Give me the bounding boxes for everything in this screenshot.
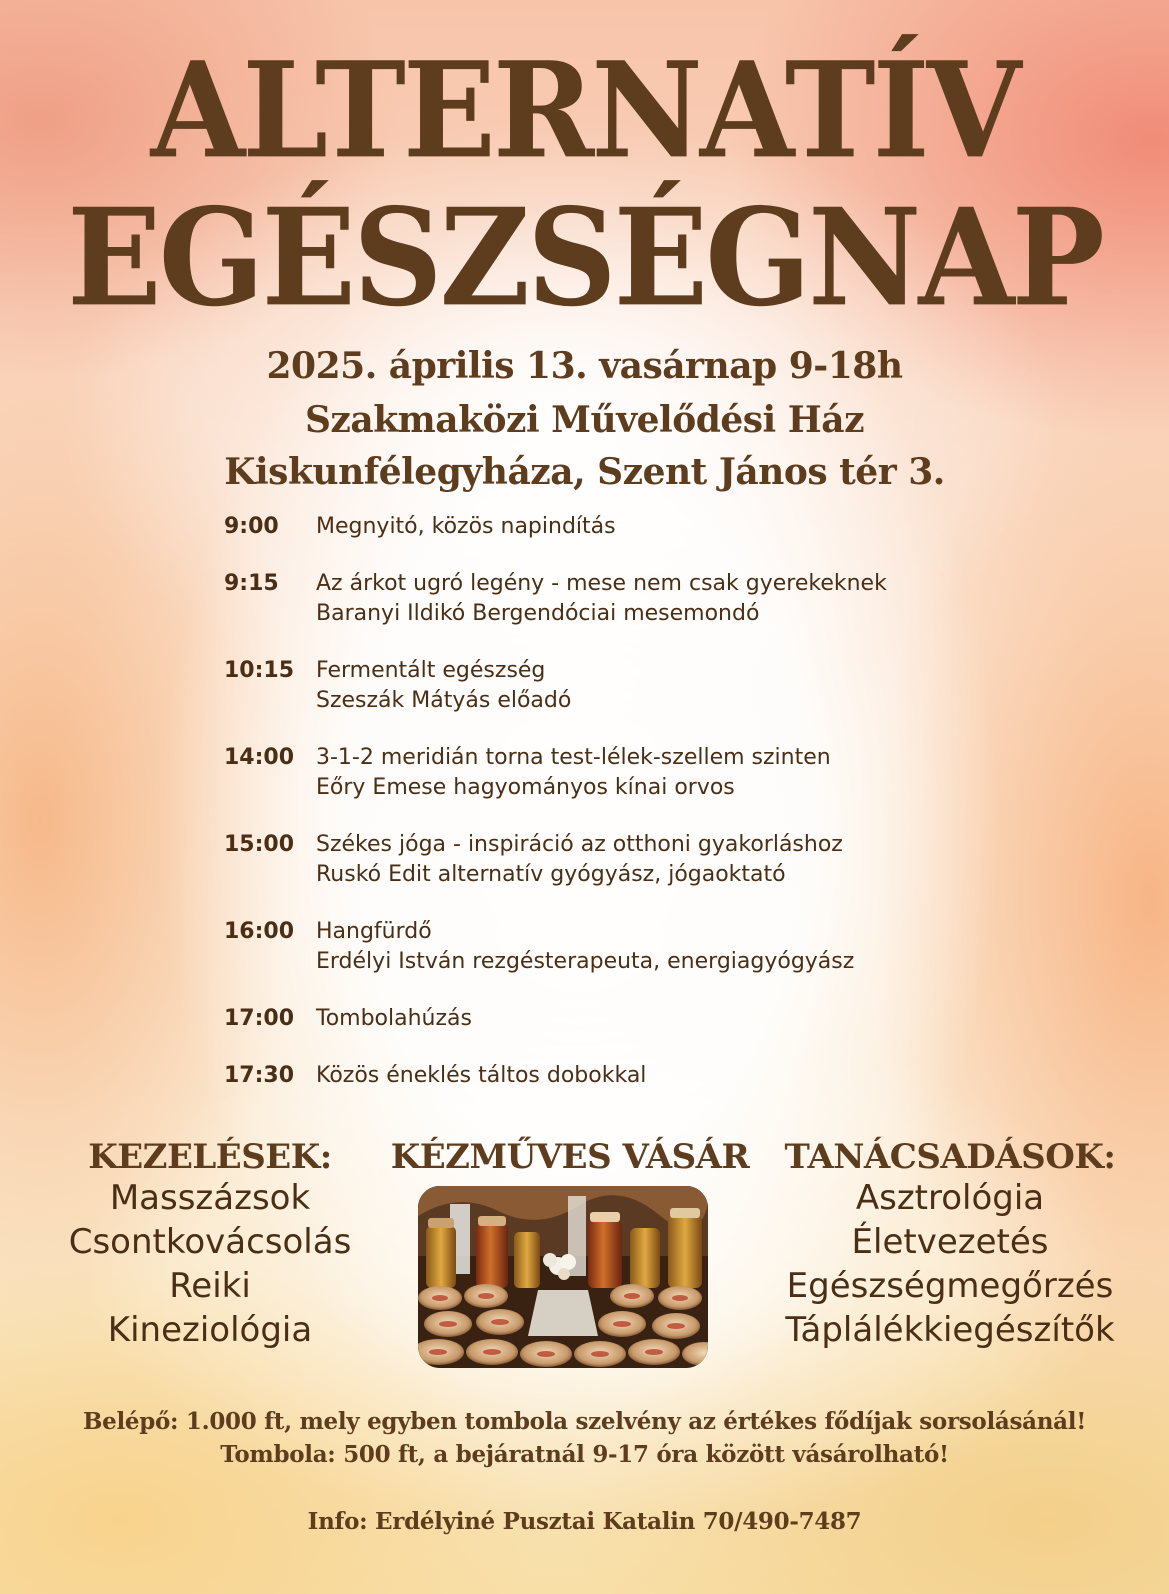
schedule-time: 15:00: [224, 832, 295, 857]
schedule-title: Közös éneklés táltos dobokkal: [316, 1063, 647, 1088]
schedule-title: Tombolahúzás: [316, 1006, 472, 1031]
schedule-description: [316, 1004, 996, 1034]
schedule-time: 17:30: [224, 1063, 295, 1088]
schedule-time: 9:00: [224, 514, 279, 539]
craft-market-heading: KÉZMŰVES VÁSÁR: [390, 1137, 750, 1177]
schedule-time: 9:15: [224, 571, 279, 596]
event-address: Kiskunfélegyháza, Szent János tér 3.: [224, 451, 945, 493]
consultations-heading: TANÁCSADÁSOK:: [784, 1137, 1116, 1177]
event-venue: Szakmaközi Művelődési Ház: [304, 399, 865, 441]
schedule-presenter: Erdélyi István rezgésterapeuta, energiagyógyász: [316, 949, 855, 974]
schedule-title: Megnyitó, közös napindítás: [316, 514, 616, 539]
treatments-heading: KEZELÉSEK:: [88, 1137, 332, 1177]
schedule-time: 14:00: [224, 745, 295, 770]
schedule-description: [316, 1061, 996, 1091]
poster-title-line-1: ALTERNATÍV: [150, 32, 1019, 188]
consultation-item: Életvezetés: [851, 1222, 1049, 1262]
consultations-list: [745, 1176, 1155, 1352]
treatments-list: [20, 1176, 400, 1352]
schedule-title: Hangfürdő: [316, 919, 432, 944]
treatment-item: Masszázsok: [109, 1178, 311, 1218]
schedule-time: 10:15: [224, 658, 295, 683]
schedule-title: Székes jóga - inspiráció az otthoni gyakorláshoz: [316, 832, 843, 857]
schedule-presenter: Ruskó Edit alternatív gyógyász, jógaoktató: [316, 862, 786, 887]
schedule-presenter: Eőry Emese hagyományos kínai orvos: [316, 775, 735, 800]
schedule-time: 17:00: [224, 1006, 295, 1031]
jars-illustration: [418, 1186, 708, 1368]
contact-info: Info: Erdélyiné Pusztai Katalin 70/490-7487: [307, 1508, 862, 1535]
schedule-title: 3-1-2 meridián torna test-lélek-szellem szinten: [316, 745, 831, 770]
schedule-time: 16:00: [224, 919, 295, 944]
entry-fee-note: Belépő: 1.000 ft, mely egyben tombola szelvény az értékes fődíjak sorsolásánál!: [82, 1408, 1087, 1435]
poster-title-line-2: EGÉSZSÉGNAP: [67, 180, 1102, 337]
schedule-description: [316, 656, 996, 716]
schedule-description: [316, 830, 996, 890]
schedule-description: [316, 917, 996, 977]
consultation-item: Egészségmegőrzés: [786, 1266, 1114, 1306]
consultation-item: Asztrológia: [855, 1178, 1045, 1218]
schedule-title: Az árkot ugró legény - mese nem csak gyerekeknek: [316, 571, 887, 596]
schedule-presenter: Szeszák Mátyás előadó: [316, 688, 572, 713]
consultation-item: Táplálékkiegészítők: [785, 1310, 1115, 1350]
schedule-description: [316, 512, 996, 542]
schedule-presenter: Baranyi Ildikó Bergendóciai mesemondó: [316, 601, 760, 626]
raffle-note: Tombola: 500 ft, a bejáratnál 9-17 óra között vásárolható!: [220, 1441, 949, 1468]
treatment-item: Kineziológia: [107, 1310, 313, 1350]
event-date: 2025. április 13. vasárnap 9-18h: [266, 345, 903, 387]
schedule-description: [316, 743, 996, 803]
craft-market-photo: [418, 1186, 708, 1368]
treatment-item: Reiki: [169, 1266, 251, 1306]
schedule-description: [316, 569, 996, 629]
treatment-item: Csontkovácsolás: [68, 1222, 352, 1262]
schedule-title: Fermentált egészség: [316, 658, 546, 683]
